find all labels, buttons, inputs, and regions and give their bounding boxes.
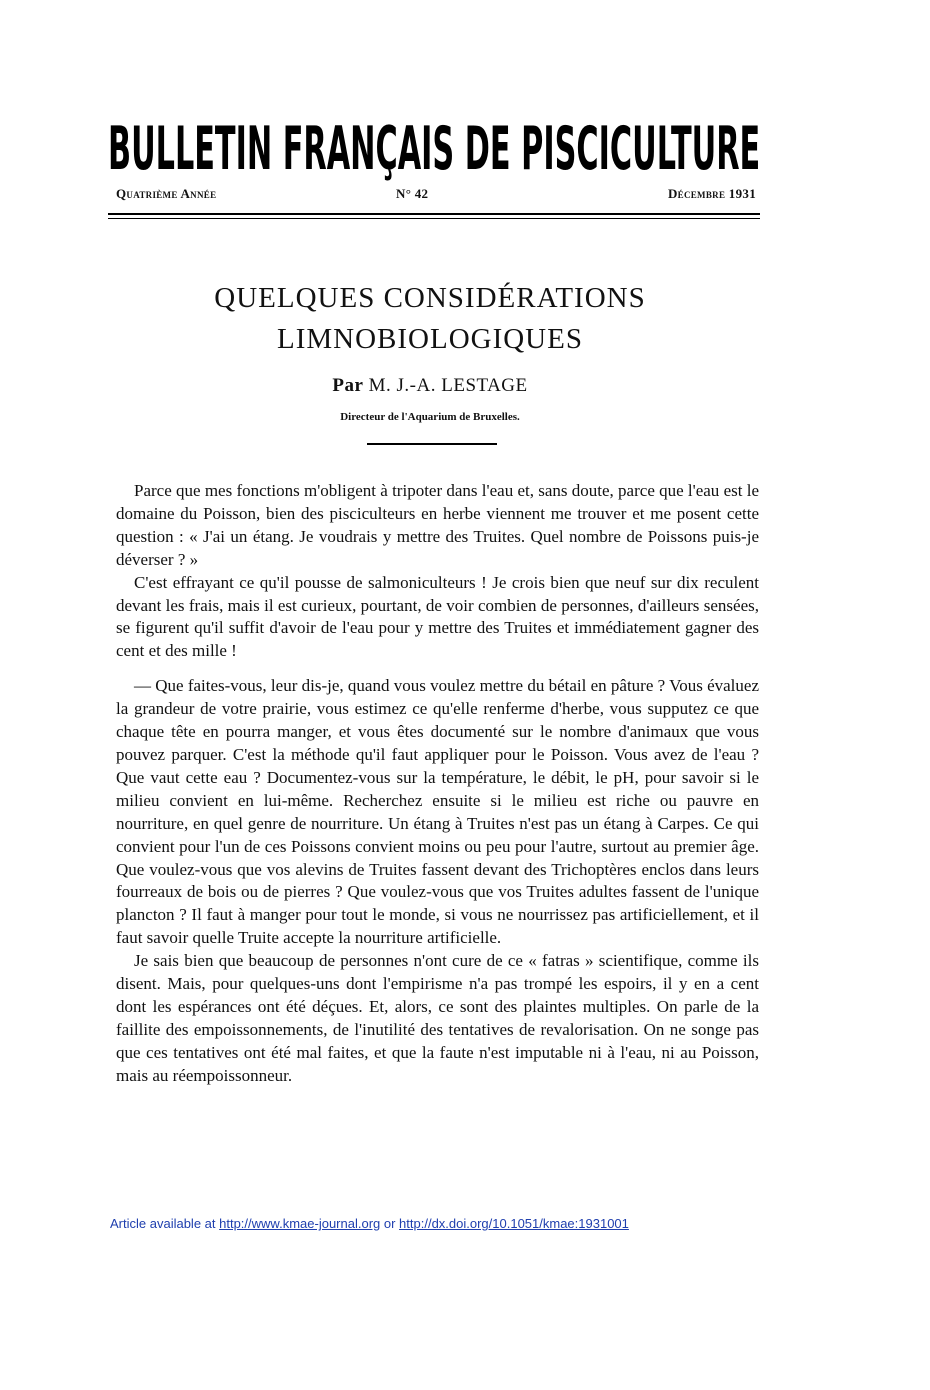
header-rule-thin [108, 218, 760, 219]
article-title-line-1: QUELQUES CONSIDÉRATIONS [214, 282, 646, 314]
issue-year: Quatrième Année [116, 186, 217, 201]
header-rule-thick [108, 213, 760, 215]
article-title-line-2: LIMNOBIOLOGIQUES [277, 323, 583, 355]
journal-masthead: BULLETIN FRANÇAIS DE PISCICULTURE [108, 114, 761, 184]
author-affiliation: Directeur de l'Aquarium de Bruxelles. [340, 411, 520, 423]
paragraph-3: — Que faites-vous, leur dis-je, quand vous voulez mettre du bétail en pâture ? Vous évaluez la grandeur de votre prairie, vous estimez ce qu'elle renferme d'herbe, vous supputez ce que chaque tête en pourra manger, et vous êtes documenté sur le nombre d'animaux que vous pouvez parquer. C'est la méthode qu'il faut appliquer pour le Poisson. Vous avez de l'eau ? Que vaut cette eau ? Documentez-vous sur la température, le débit, le pH, pour savoir si le milieu convient en lui-même. Recherchez ensuite si le milieu est riche ou pauvre en nourriture, en quel genre de nourriture. Un étang à Truites n'est pas un étang à Carpes. Ce qui convient pour l'un de ces Poissons convient moins ou peu pour l'autre, surtout au premier âge. Que voulez-vous que vos alevins de Truites fassent devant des Trichoptères enclos dans leurs fourreaux de bois ou de pierres ? Que voulez-vous que vos Truites adultes fassent de l'unique plancton ? Il faut à manger pour tout le monde, si vous ne nourrissez pas artificiellement, et il faut savoir quelle Truite accepte la nourriture artificielle. [116, 676, 759, 948]
byline-author: M. J.-A. LESTAGE [368, 375, 528, 396]
issue-date: Décembre 1931 [667, 186, 756, 201]
journal-link[interactable]: http://www.kmae-journal.org [219, 1216, 381, 1231]
issue-number: N° 42 [396, 186, 429, 201]
paragraph-4: Je sais bien que beaucoup de personnes n'ont cure de ce « fatras » scientifique, comme ils disent. Mais, pour quelques-uns dont l'empirisme n'a pas trompé les espoirs, il y en a cent dont les espérances ont été déçues. Et, alors, ce sont des plaintes multiples. On parle de la faillite des empoissonnements, de l'inutilité des tentatives de revalorisation. On ne songe pas que ces tentatives ont été mal faites, et que la faute n'est imputable ni à l'eau, ni au Poisson, mais au réempoissonneur. [116, 951, 759, 1085]
article-availability-footer [110, 1216, 810, 1231]
byline [100, 375, 760, 397]
issue-info-line [116, 186, 756, 204]
doi-link[interactable]: http://dx.doi.org/10.1051/kmae:1931001 [399, 1216, 629, 1231]
title-separator-rule [367, 443, 497, 445]
article-body [116, 480, 759, 1088]
byline-par: Par [332, 375, 364, 396]
footer-middle: or [380, 1216, 400, 1231]
paragraph-2: C'est effrayant ce qu'il pousse de salmoniculteurs ! Je crois bien que neuf sur dix reculent devant les frais, mais il est curieux, pourtant, de voir combien de personnes, d'ailleurs sensées, se figurent qu'il suffit d'avoir de l'eau pour y mettre des Truites et immédiatement gagner des cent et des mille ! [116, 572, 759, 661]
paragraph-1: Parce que mes fonctions m'obligent à tripoter dans l'eau et, sans doute, parce que l'eau est le domaine du Poisson, bien des pisciculteurs en herbe viennent me trouver et me posent cette question : « J'ai un étang. Je voudrais y mettre des Truites. Quel nombre de Poissons puis-je déverser ? » [116, 481, 759, 569]
footer-prefix: Article available at [110, 1216, 220, 1231]
